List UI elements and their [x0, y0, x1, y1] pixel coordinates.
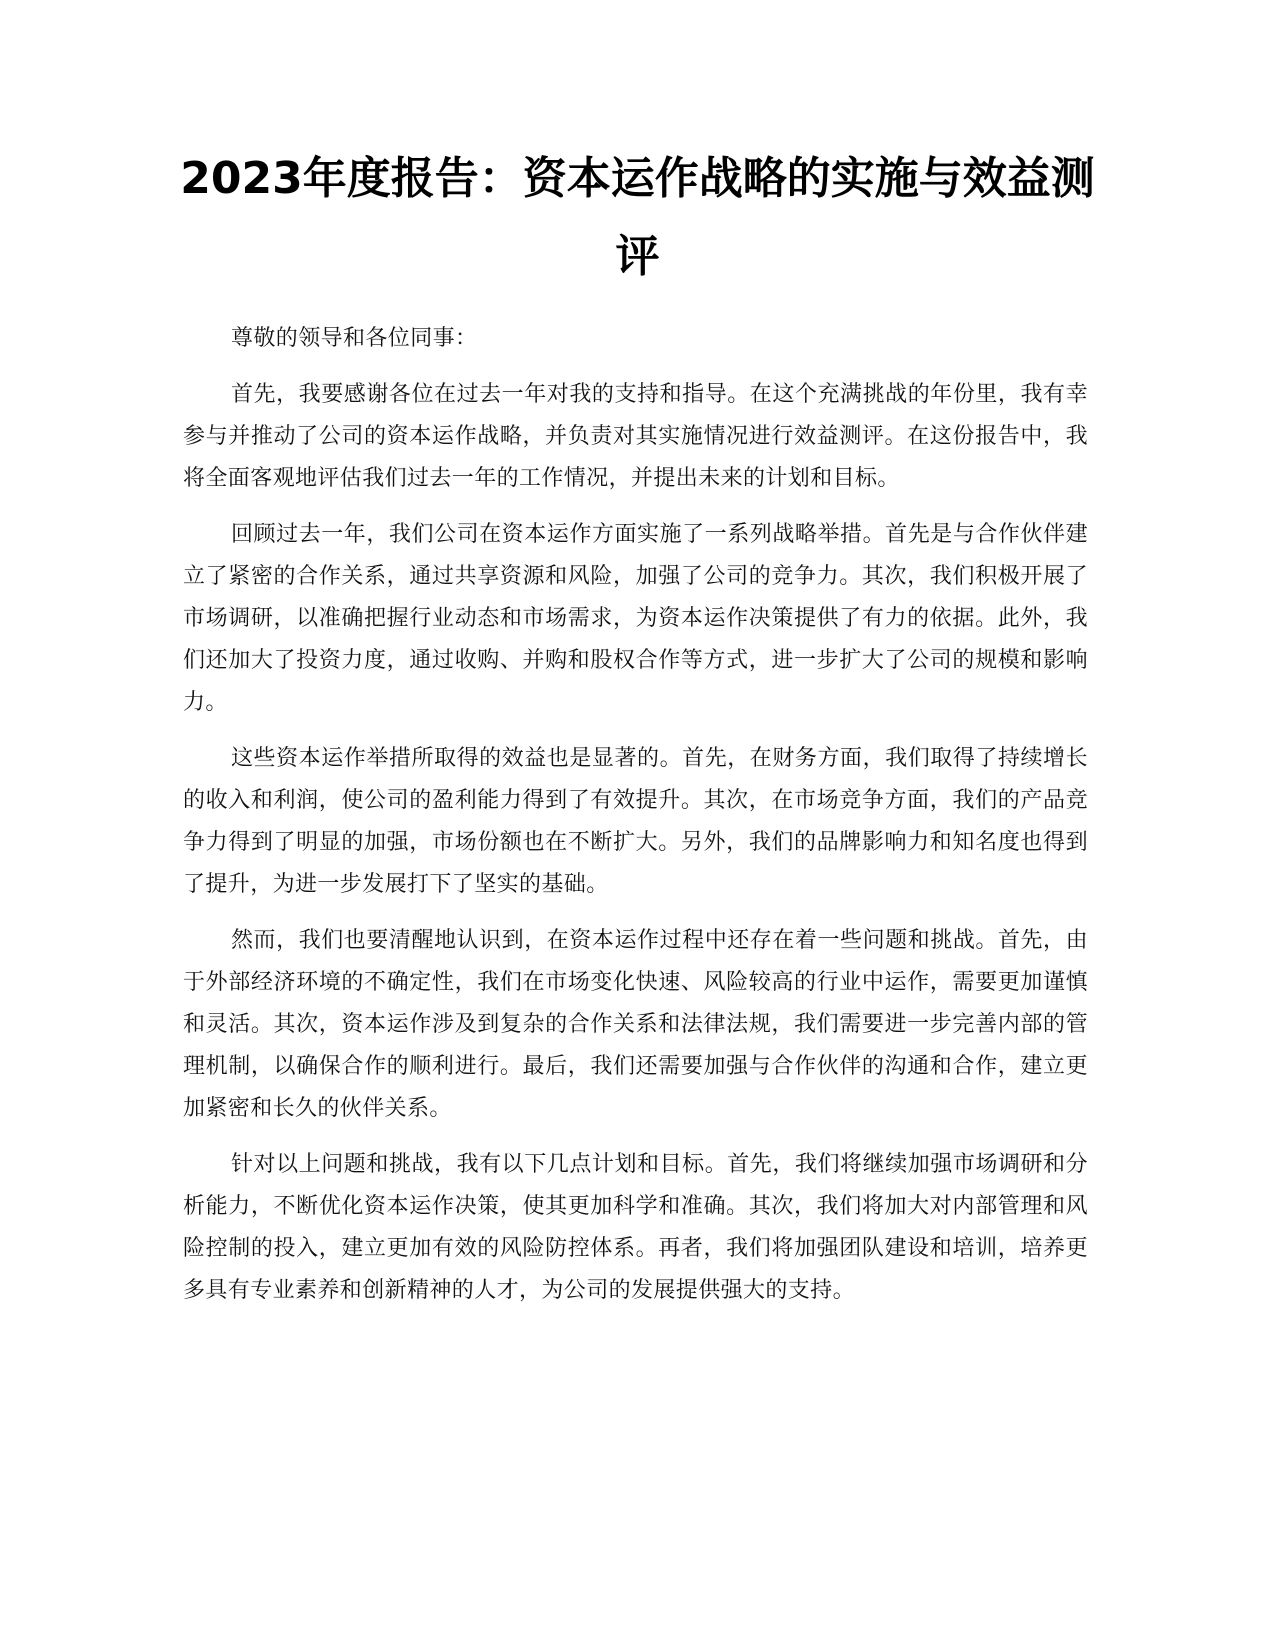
salutation: 尊敬的领导和各位同事：: [231, 326, 478, 351]
paragraph-2: 回顾过去一年，我们公司在资本运作方面实施了一系列战略举措。首先是与合作伙伴建立了紧密的合作关系，通过共享资源和风险，加强了公司的竞争力。其次，我们积极开展了市场调研，以准确把握行业动态和市场需求，为资本运作决策提供了有力的依据。此外，我们还加大了投资力度，通过收购、并购和股权合作等方式，进一步扩大了公司的规模和影响力。: [183, 522, 1088, 715]
paragraph-1: 首先，我要感谢各位在过去一年对我的支持和指导。在这个充满挑战的年份里，我有幸参与并推动了公司的资本运作战略，并负责对其实施情况进行效益测评。在这份报告中，我将全面客观地评估我们过去一年的工作情况，并提出未来的计划和目标。: [183, 382, 1088, 491]
document-title: 2023年度报告：资本运作战略的实施与效益测评: [180, 153, 1095, 282]
document-body: [183, 318, 1088, 1326]
paragraph-3: 这些资本运作举措所取得的效益也是显著的。首先，在财务方面，我们取得了持续增长的收入和利润，使公司的盈利能力得到了有效提升。其次，在市场竞争方面，我们的产品竞争力得到了明显的加强，市场份额也在不断扩大。另外，我们的品牌影响力和知名度也得到了提升，为进一步发展打下了坚实的基础。: [183, 746, 1088, 897]
paragraph-5: 针对以上问题和挑战，我有以下几点计划和目标。首先，我们将继续加强市场调研和分析能力，不断优化资本运作决策，使其更加科学和准确。其次，我们将加大对内部管理和风险控制的投入，建立更加有效的风险防控体系。再者，我们将加强团队建设和培训，培养更多具有专业素养和创新精神的人才，为公司的发展提供强大的支持。: [183, 1152, 1088, 1303]
paragraph-4: 然而，我们也要清醒地认识到，在资本运作过程中还存在着一些问题和挑战。首先，由于外部经济环境的不确定性，我们在市场变化快速、风险较高的行业中运作，需要更加谨慎和灵活。其次，资本运作涉及到复杂的合作关系和法律法规，我们需要进一步完善内部的管理机制，以确保合作的顺利进行。最后，我们还需要加强与合作伙伴的沟通和合作，建立更加紧密和长久的伙伴关系。: [183, 928, 1088, 1121]
